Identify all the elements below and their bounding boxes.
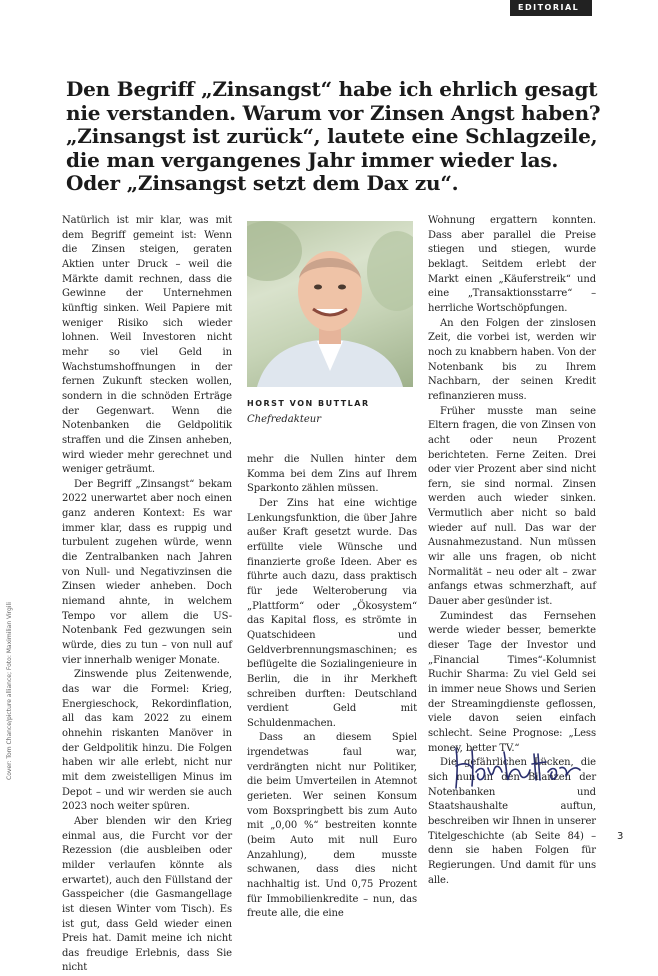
text-column-1 [62,214,232,976]
section-label: EDITORIAL [510,0,592,16]
page-number: 3 [617,831,624,842]
handwritten-signature [448,738,588,794]
paragraph: Zumindest das Fernsehen werde wieder besser, bemerkte dieser Tage der Investor und „Financial Times“-Kolumnist Ruchir Sharma: Zu viel Geld sei in immer neue Shows und Serien der Streamingdienste geflossen, viele davon seien einfach schlecht. Seine Prognose: „Less money, better TV.“ [428,610,596,754]
paragraph: mehr die Nullen hinter dem Komma bei dem Zins auf Ihrem Sparkonto zählen müssen. [247,454,417,495]
paragraph: Der Zins hat eine wichtige Lenkungsfunktion, die über Jahre außer Kraft gesetzt wurde. Das erfüllte viele Wünsche und finanzierte große Ideen. Aber es führte auch dazu, dass praktisch für jede Welteroberung via „Plattform“ oder „Ökosystem“ das Kapital floss, es strömte in Quatschideen und Geldverbrennungsmaschinen; es beflügelte die Sozialingenieure in Berlin, die in ihr Merkheft schreiben durften: Deutschland verdient Geld mit Schuldenmachen. [247,497,417,729]
headline: Den Begriff „Zinsangst“ habe ich ehrlich gesagt nie verstanden. Warum vor Zinsen Angst haben? „Zinsangst ist zurück“, lautete eine Schlagzeile, die man vergangenes Jahr immer wieder las. Oder „Zinsangst setzt dem Dax zu“. [66,77,601,195]
paragraph: Natürlich ist mir klar, was mit dem Begriff gemeint ist: Wenn die Zinsen steigen, geraten Aktien unter Druck – weil die Märkte damit rechnen, dass die Gewinne der Unternehmen künftig sinken. Weil Papiere mit weniger Risiko sich wieder lohnen. Weil Investoren nicht mehr so viel Geld in Wachstumshoffnungen in der fernen Zukunft stecken wollen, sondern in die schnöden Erträge der Gegenwart. Wenn die Notenbanken die Geldpolitik straffen und die Zinsen anheben, wird wieder mehr gerechnet und weniger geträumt. [62,215,232,476]
paragraph: Wohnung ergattern konnten. Dass aber parallel die Preise stiegen und stiegen, wurde beklagt. Seitdem erlebt der Markt einen „Käuferstreik“ und eine „Transaktionsstarre“ – herrliche Wortschöpfungen. [428,215,596,314]
author-role: Chefredakteur [247,414,321,425]
paragraph: Früher musste man seine Eltern fragen, die von Zinsen von acht oder neun Prozent berichteten. Ferne Zeiten. Drei oder vier Prozent aber sind nicht fern, sie sind normal. Zinsen werden auch wieder sinken. Vermutlich aber nicht so bald wieder auf null. Das war der Ausnahmezustand. Nun müssen wir alle uns fragen, ob nicht Normalität – neu oder alt – zwar anfangs etwas schmerzhaft, auf Dauer aber gesünder ist. [428,405,596,608]
image-credit: Cover: Tom Chance/picture alliance; Foto: Maximilian Virgili [6,602,13,780]
paragraph: Dass an diesem Spiel irgendetwas faul war, verdrängten nicht nur Politiker, die beim Umverteilen in Atemnot gerieten. Wer seinen Konsum vom Boxspringbett bis zum Auto mit „0,00 %“ bestreiten konnte (beim Auto mit null Euro Anzahlung), dem musste schwanen, dass dies nicht nachhaltig ist. Und 0,75 Prozent für Immobilienkredite – nun, das freute alle, die eine [247,732,417,920]
paragraph: Der Begriff „Zinsangst“ bekam 2022 unerwartet aber noch einen ganz anderen Kontext: Es war immer klar, dass es ruppig und turbulent zugehen würde, wenn die Zentralbanken nach Jahren von Null- und Negativzinsen die Zinsen wieder anheben. Doch niemand ahnte, in welchem Tempo vor allem die US-Notenbank Fed gezwungen sein würde, dies zu tun – von null auf vier innerhalb weniger Monate. [62,478,232,666]
paragraph: Die gefährlichen Lücken, die sich nun in den Bilanzen der Notenbanken und Staatshaushalte auftun, beschreiben wir Ihnen in unserer Titelgeschichte (ab Seite 84) – denn sie haben Folgen für Regierungen. Und damit für uns alle. [428,757,596,886]
text-column-2 [247,453,417,922]
paragraph: Aber blenden wir den Krieg einmal aus, die Furcht vor der Rezession (die ausbleiben oder milder verlaufen könnte als erwartet), auch den Füllstand der Gasspeicher (die Gasmangellage ist diesen Winter vom Tisch). Es ist gut, dass Geld wieder einen Preis hat. Damit meine ich nicht das freudige Erlebnis, dass Sie nicht [62,815,232,974]
author-name: HORST VON BUTTLAR [247,399,370,408]
paragraph: An den Folgen der zinslosen Zeit, die vorbei ist, werden wir noch zu knabbern haben. Von der Notenbank bis zu Ihrem Nachbarn, der seinen Kredit refinanzieren muss. [428,317,596,402]
author-photo [247,221,413,387]
paragraph: Zinswende plus Zeitenwende, das war die Formel: Krieg, Energieschock, Rekordinflation, all das kam 2022 zu einem ohnehin riskanten Manöver in der Geldpolitik hinzu. Die Folgen haben wir alle erlebt, nicht nur mit dem zweistelligen Minus im Depot – und wir werden sie auch 2023 noch weiter spüren. [62,669,232,813]
